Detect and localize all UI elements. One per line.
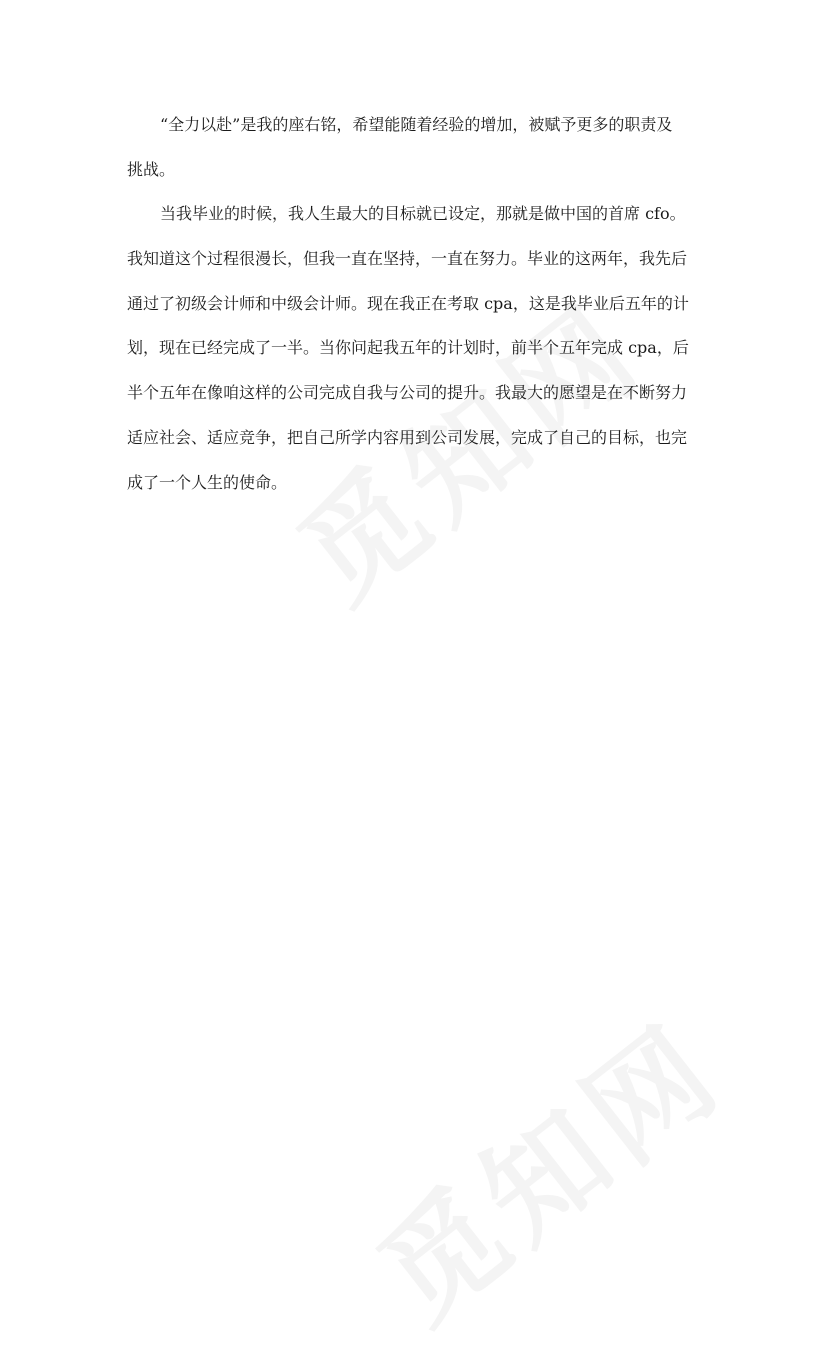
paragraph-1-line-2: 挑战。 (127, 159, 176, 179)
paragraph-2-line-7: 成了一个人生的使命。 (127, 472, 288, 492)
paragraph-2-line-3: 通过了初级会计师和中级会计师。现在我正在考取 cpa，这是我毕业后五年的计 (127, 293, 689, 313)
paragraph-2-line-4: 划，现在已经完成了一半。当你问起我五年的计划时，前半个五年完成 cpa，后 (127, 338, 689, 358)
paragraph-2-line-1: 当我毕业的时候，我人生最大的目标就已设定，那就是做中国的首席 cfo。 (160, 204, 686, 224)
body-text (127, 103, 707, 505)
watermark (338, 978, 751, 1354)
paragraph-2-line-5: 半个五年在像咱这样的公司完成自我与公司的提升。我最大的愿望是在不断努力 (127, 383, 688, 403)
paragraph-1-line-1: “全力以赴”是我的座右铭，希望能随着经验的增加，被赋予更多的职责及 (160, 115, 673, 134)
paragraph-2-line-2: 我知道这个过程很漫长，但我一直在坚持，一直在努力。毕业的这两年，我先后 (127, 249, 688, 269)
paragraph-2-line-6: 适应社会、适应竞争，把自己所学内容用到公司发展，完成了自己的目标，也完 (127, 427, 688, 447)
